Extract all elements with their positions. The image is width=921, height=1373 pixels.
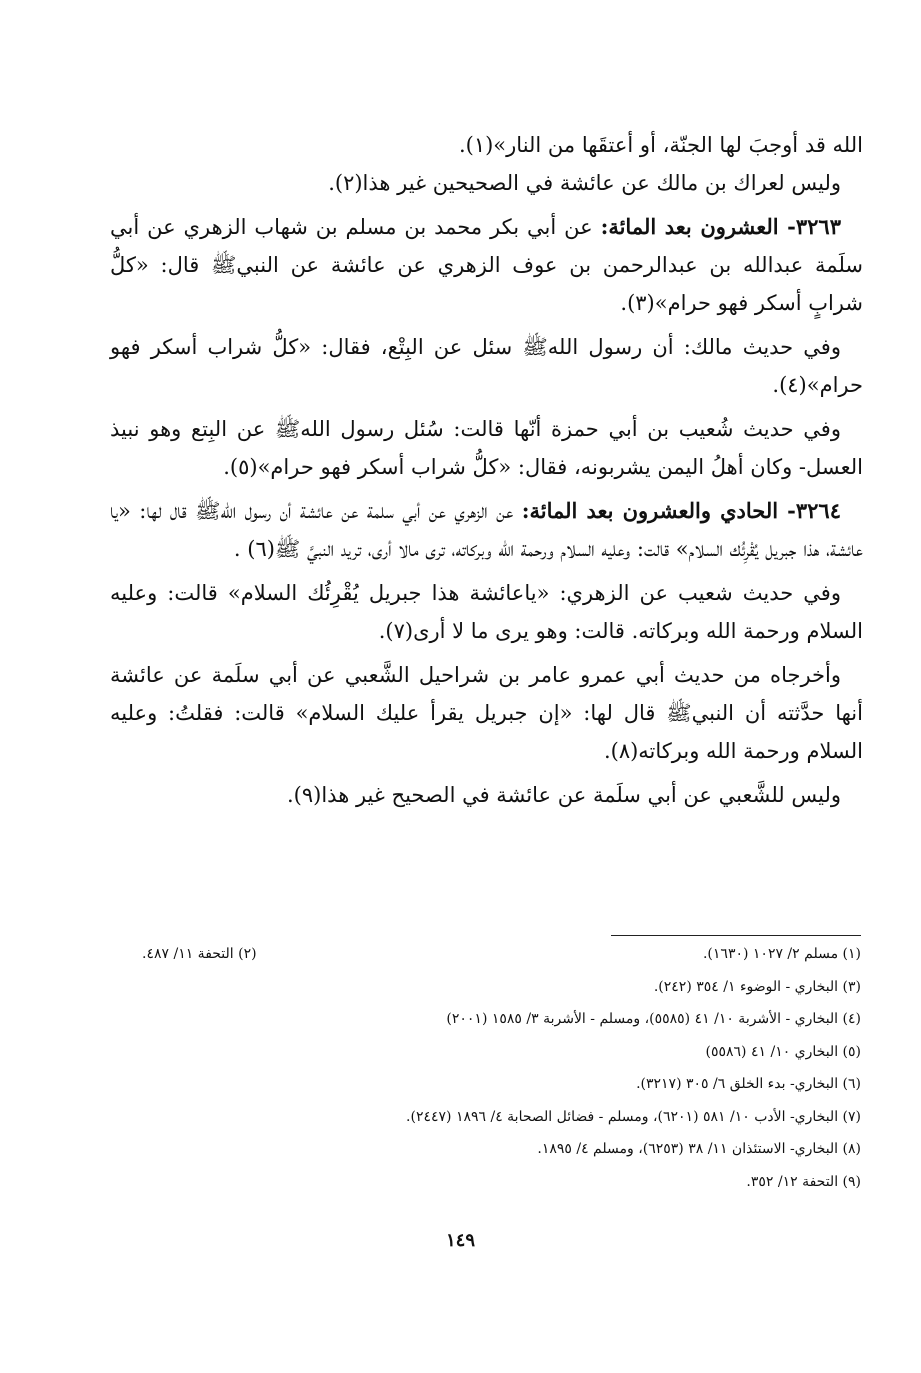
footnote-row-1 <box>142 938 861 971</box>
footnote-6: (٦) البخاري- بدء الخلق ٦/ ٣٠٥ (٣٢١٧). <box>636 1076 861 1092</box>
paragraph-3 <box>110 208 863 322</box>
footnote-divider <box>611 935 861 936</box>
paragraph-3-text: عن أبي بكر محمد بن مسلم بن شهاب الزهري عن أبي سلَمة عبدالله بن عبدالرحمن بن عوف الزهري عن عائشة عن النبيﷺ قال: «كلُّ شرابٍ أسكر فهو حرام»(٣). <box>110 215 863 315</box>
paragraph-5: وفي حديث شُعيب بن أبي حمزة أنّها قالت: سُئل رسول اللهﷺ عن البِتع وهو نبيذ العسل- وكان أهلُ اليمن يشربونه، فقال: «كلُّ شراب أسكر فهو حرام»(٥). <box>110 417 863 479</box>
paragraph-8: وأخرجاه من حديث أبي عمرو عامر بن شراحيل الشَّعبي عن أبي سلَمة عن عائشة أنها حدَّثته أن النبيﷺ قال لها: «إن جبريل يقرأ عليك السلام» قالت: فقلتُ: وعليه السلام ورحمة الله وبركاته(٨). <box>110 663 863 763</box>
paragraph-9: وليس للشَّعبي عن أبي سلَمة عن عائشة في الصحيح غير هذا(٩). <box>286 783 841 807</box>
footnote-8: (٨) البخاري- الاستئذان ١١/ ٣٨ (٦٢٥٣)، ومسلم ٤/ ١٨٩٥. <box>537 1141 861 1157</box>
footnote-2: (٢) التحفة ١١/ ٤٨٧. <box>142 946 257 962</box>
footnote-4: (٤) البخاري - الأشربة ١٠/ ٤١ (٥٥٨٥)، ومسلم - الأشربة ٣/ ١٥٨٥ (٢٠٠١) <box>446 1011 861 1027</box>
footnote-7: (٧) البخاري- الأدب ١٠/ ٥٨١ (٦٢٠١)، ومسلم - فضائل الصحابة ٤/ ١٨٩٦ (٢٤٤٧). <box>406 1108 861 1125</box>
paragraph-7: وفي حديث شعيب عن الزهري: «ياعائشة هذا جبريل يُقْرِئُك السلام» قالت: وعليه السلام ورحمة الله وبركاته. قالت: وهو يرى ما لا أرى(٧). <box>110 581 863 643</box>
footnote-5: (٥) البخاري ١٠/ ٤١ (٥٥٨٦) <box>705 1043 861 1060</box>
footnotes <box>142 938 861 1198</box>
main-text <box>110 126 863 814</box>
paragraph-4: وفي حديث مالك: أن رسول اللهﷺ سئل عن البِتْع، فقال: «كلُّ شراب أسكر فهو حرام»(٤). <box>110 335 863 397</box>
page-number: ١٤٩ <box>445 1230 475 1251</box>
paragraph-1: الله قد أوجبَ لها الجنّة، أو أعتقَها من النار»(١). <box>458 133 863 157</box>
hadith-heading-3263: ٣٢٦٣- العشرون بعد المائة: <box>600 214 841 239</box>
footnote-9: (٩) التحفة ١٢/ ٣٥٢. <box>746 1173 861 1190</box>
footnote-1: (١) مسلم ٢/ ١٠٢٧ (١٦٣٠). <box>702 946 861 962</box>
footnote-3: (٣) البخاري - الوضوء ١/ ٣٥٤ (٢٤٢). <box>653 978 861 995</box>
paragraph-2: وليس لعراك بن مالك عن عائشة في الصحيحين غير هذا(٢). <box>328 171 841 195</box>
hadith-heading-3264: ٣٢٦٤- الحادي والعشرون بعد المائة: <box>521 498 841 523</box>
paragraph-6 <box>110 492 863 568</box>
paragraph-6-text: عن الزهري عن أبي سلمة عن عائشة أن رسول اللهﷺ قال لها: «يا عائشة، هذا جبريل يُقْرِئُك السلام» قالت: وعليه السلام ورحمة الله وبركاته، ترى مالا أرى، تريد النبيَّ ﷺ(٦) . <box>110 499 863 561</box>
